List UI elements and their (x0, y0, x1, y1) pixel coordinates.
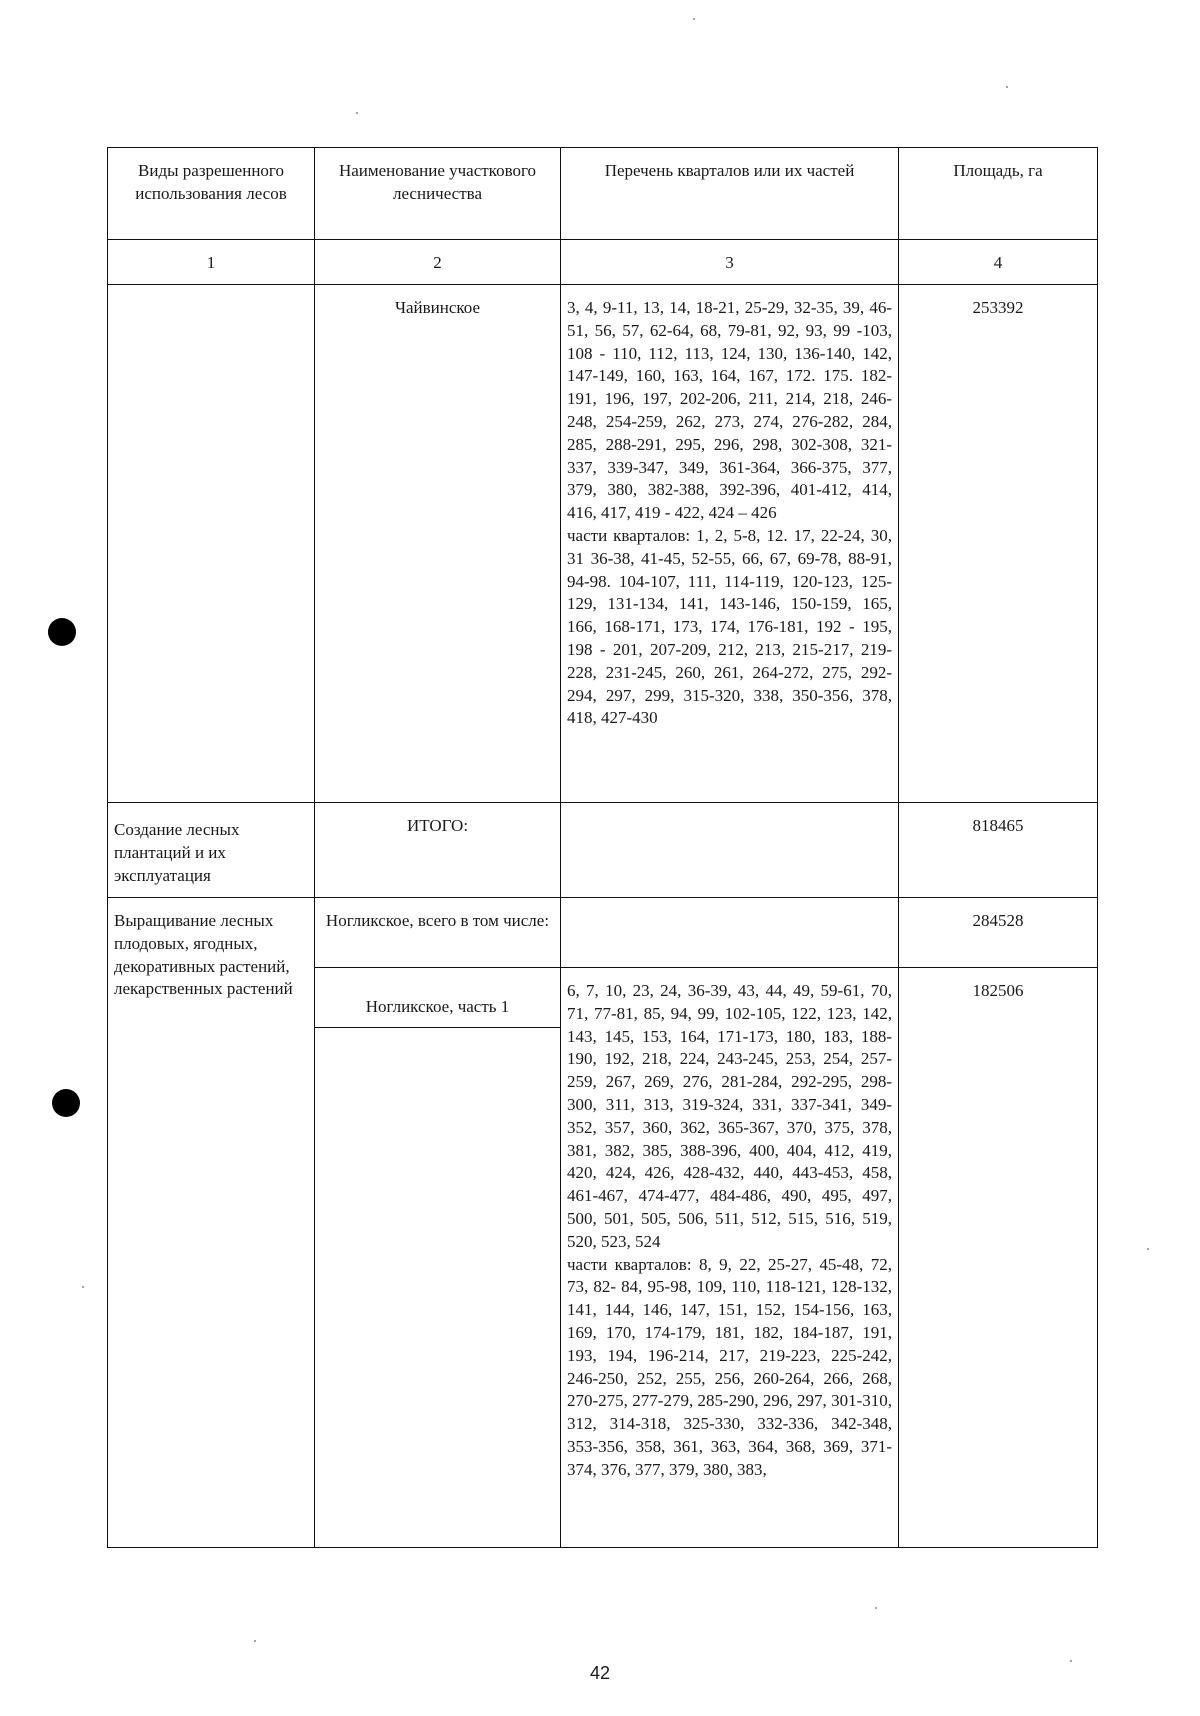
scan-speck (693, 18, 695, 20)
scan-speck (254, 1640, 256, 1642)
forest-quarters-table (107, 147, 1098, 1548)
use-type-cell (108, 285, 315, 803)
scan-speck (1147, 1248, 1149, 1250)
use-type-cell: Создание лесных плантаций и их эксплуатация (108, 803, 315, 898)
quarter-parts-list: части кварталов: 8, 9, 22, 25-27, 45-48, 72, 73, 82- 84, 95-98, 109, 110, 118-121, 128-132, 141, 144, 146, 147, 151, 152, 154-156, 163, 169, 170, 174-179, 181, 182, 184-187, 191, 193, 194, 196-214, 217, 219-223, 225-242, 246-250, 252, 255, 256, 260-264, 266, 268, 270-275, 277-279, 285-290, 296, 297, 301-310, 312, 314-318, 325-330, 332-336, 342-348, 353-356, 358, 361, 363, 364, 368, 369, 371-374, 376, 377, 379, 380, 383, (567, 1254, 892, 1479)
forestry-subpart-name: Ногликское, часть 1 (315, 968, 560, 1028)
forestry-name-cell (315, 968, 561, 1548)
scan-speck (356, 112, 358, 114)
punch-hole (48, 618, 76, 646)
quarter-parts-list: части кварталов: 1, 2, 5-8, 12. 17, 22-24, 30, 31 36-38, 41-45, 52-55, 66, 67, 69-78, 88-91, 94-98. 104-107, 111, 114-119, 120-123, 125-129, 131-134, 141, 143-146, 150-159, 165, 166, 168-171, 173, 174, 176-181, 192 - 195, 198 - 201, 207-209, 212, 213, 215-217, 219-228, 231-245, 260, 261, 264-272, 275, 292-294, 297, 299, 315-320, 338, 350-356, 378, 418, 427-430 (567, 525, 892, 728)
area-cell: 253392 (899, 285, 1098, 803)
total-label: ИТОГО: (315, 803, 561, 898)
header-row (108, 148, 1098, 240)
quarters-cell (561, 898, 899, 968)
scan-speck (82, 1286, 84, 1288)
header-use-types: Виды разрешенного использования лесов (108, 148, 315, 240)
header-forestry-name: Наименование участкового лесничества (315, 148, 561, 240)
quarters-cell (561, 803, 899, 898)
table-row (108, 285, 1098, 803)
header-quarters-list: Перечень кварталов или их частей (561, 148, 899, 240)
use-type-cell: Выращивание лесных плодовых, ягодных, декоративных растений, лекарственных растений (108, 898, 315, 1548)
scan-speck (1070, 1660, 1072, 1662)
column-number: 2 (315, 240, 561, 285)
forestry-name-cell: Чайвинское (315, 285, 561, 803)
table-row (108, 803, 1098, 898)
quarters-cell (561, 968, 899, 1548)
column-number: 1 (108, 240, 315, 285)
column-number-row (108, 240, 1098, 285)
scan-speck (875, 1607, 877, 1609)
quarters-list: 6, 7, 10, 23, 24, 36-39, 43, 44, 49, 59-61, 70, 71, 77-81, 85, 94, 99, 102-105, 122, 123, 142, 143, 145, 153, 164, 171-173, 180, 183, 188-190, 192, 218, 224, 243-245, 253, 254, 257-259, 267, 269, 276, 281-284, 292-295, 298-300, 311, 313, 319-324, 331, 337-341, 349-352, 357, 360, 362, 365-367, 370, 375, 378, 381, 382, 385, 388-396, 400, 404, 412, 419, 420, 424, 426, 428-432, 440, 443-453, 458, 461-467, 474-477, 484-486, 490, 495, 497, 500, 501, 505, 506, 511, 512, 515, 516, 519, 520, 523, 524 (567, 981, 892, 1251)
total-area: 818465 (899, 803, 1098, 898)
area-cell: 182506 (899, 968, 1098, 1548)
quarters-list: 3, 4, 9-11, 13, 14, 18-21, 25-29, 32-35, 39, 46-51, 56, 57, 62-64, 68, 79-81, 92, 93, 99 -103, 108 - 110, 112, 113, 124, 130, 136-140, 142, 147-149, 160, 163, 164, 167, 172. 175. 182-191, 196, 197, 202-206, 211, 214, 218, 246-248, 254-259, 262, 273, 274, 276-282, 284, 285, 288-291, 295, 296, 298, 302-308, 321-337, 339-347, 349, 361-364, 366-375, 377, 379, 380, 382-388, 392-396, 401-412, 414, 416, 417, 419 - 422, 424 – 426 (567, 298, 892, 523)
quarters-cell (561, 285, 899, 803)
column-number: 4 (899, 240, 1098, 285)
forestry-name-cell: Ногликское, всего в том числе: (315, 898, 561, 968)
area-cell: 284528 (899, 898, 1098, 968)
table-row (108, 898, 1098, 968)
header-area: Площадь, га (899, 148, 1098, 240)
punch-hole (52, 1089, 80, 1117)
scan-speck (1006, 86, 1008, 88)
page-number: 42 (589, 1663, 611, 1683)
column-number: 3 (561, 240, 899, 285)
